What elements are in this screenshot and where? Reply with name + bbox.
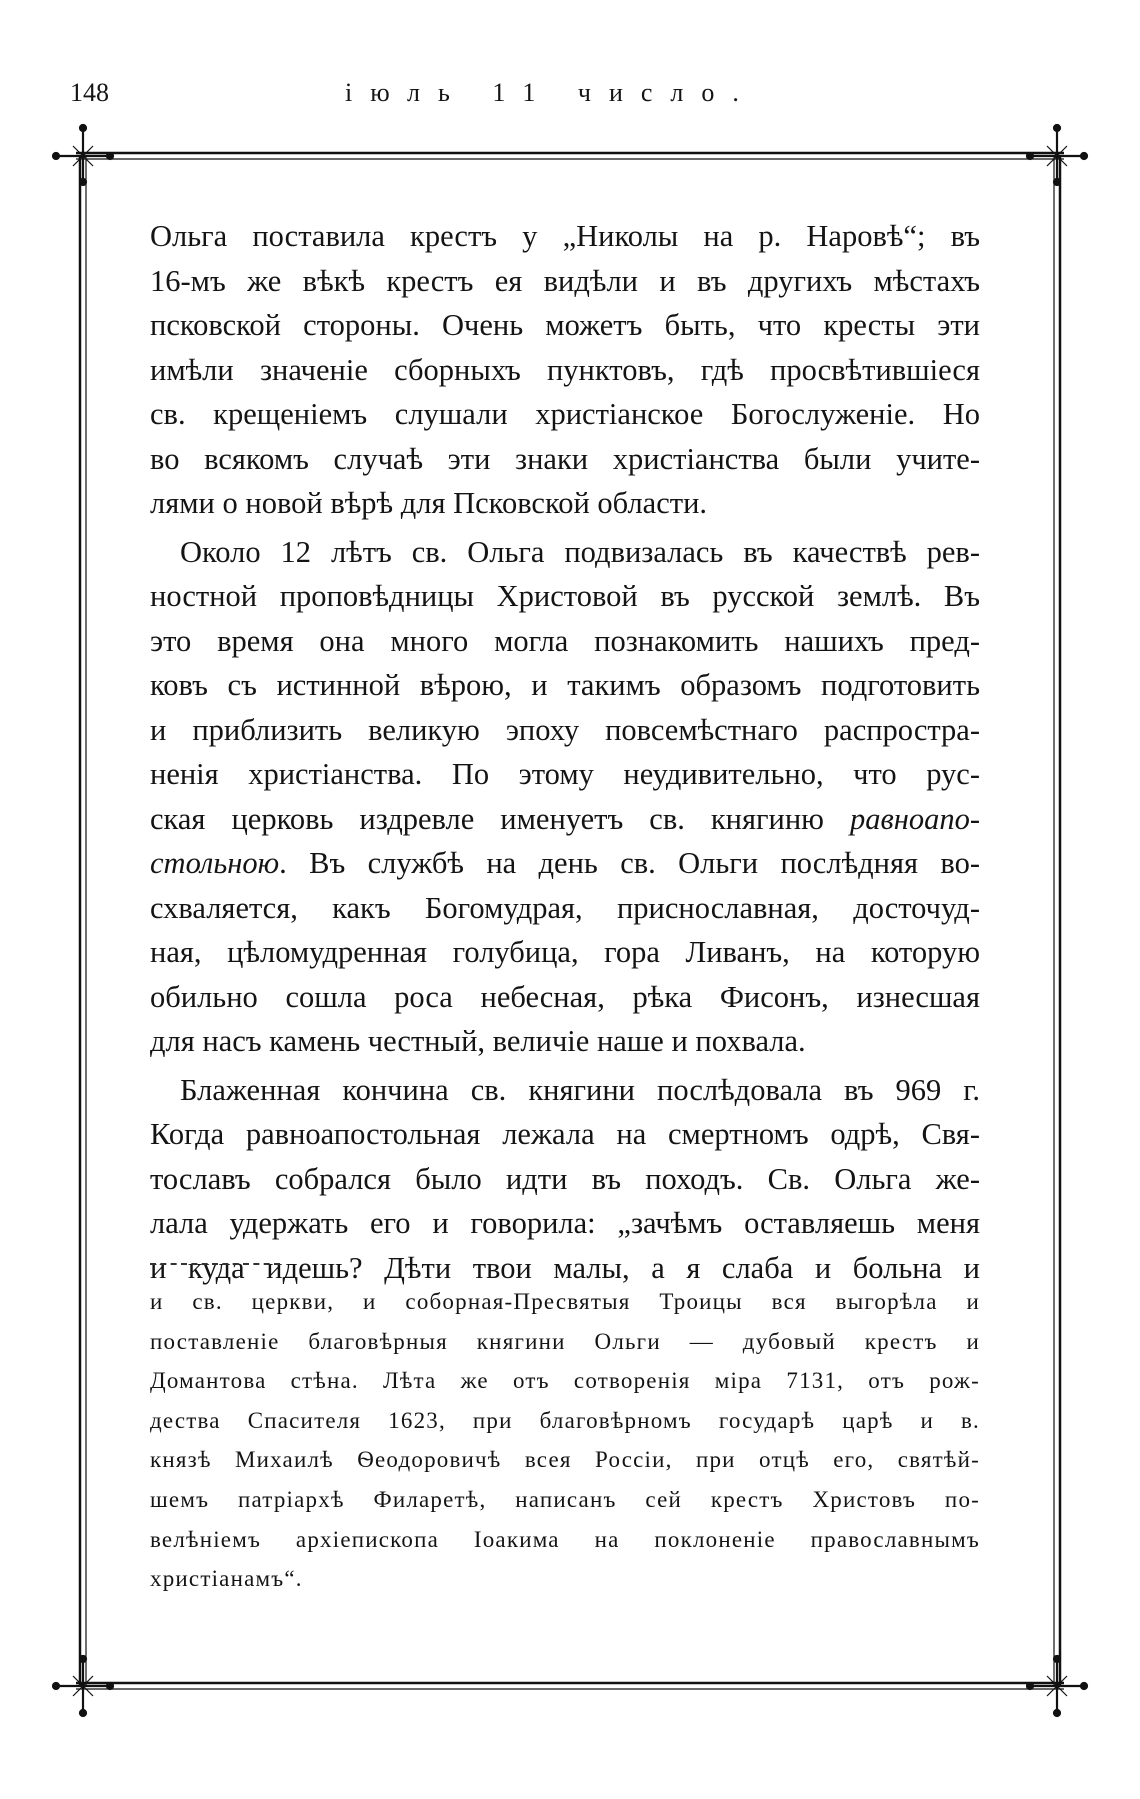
text-line: лями о новой вѣрѣ для Псковской области. bbox=[150, 486, 708, 520]
corner-cross-icon bbox=[1027, 125, 1087, 185]
text-line: во всякомъ случаѣ эти знаки христіанства были учите- bbox=[150, 441, 980, 476]
text-line: и куда идешь? Дѣти твои малы, а я слаба и больна и bbox=[150, 1250, 980, 1285]
text-segment: . Въ службѣ на день св. Ольги послѣдняя во- bbox=[279, 846, 980, 880]
text-line: ненія христіанства. По этому неудивительно, что рус- bbox=[150, 757, 980, 791]
footnote-line: велѣніемъ архіепископа Іоакима на поклоненіе православнымъ bbox=[150, 1526, 980, 1552]
text-line: св. крещеніемъ слушали христіанское Богослуженіе. Но bbox=[150, 397, 980, 431]
footnote bbox=[150, 1282, 980, 1599]
text-line: тославъ собрался было идти въ походъ. Св. Ольга же- bbox=[150, 1161, 980, 1196]
text-line: 16-мъ же вѣкѣ крестъ ея видѣли и въ другихъ мѣстахъ bbox=[150, 263, 980, 298]
text-segment: ская церковь издревле именуетъ св. княгиню bbox=[150, 801, 824, 836]
text-line: имѣли значеніе сборныхъ пунктовъ, гдѣ просвѣтившіеся bbox=[150, 352, 980, 387]
italic-term: равноапо- bbox=[849, 801, 981, 836]
text-line: схваляется, какъ Богомудрая, приснославная, досточуд- bbox=[150, 890, 980, 925]
footnote-line: шемъ патріархѣ Филаретѣ, написанъ сей крестъ Христовъ по- bbox=[150, 1486, 980, 1512]
footnote-line: Домантова стѣна. Лѣта же отъ сотворенія міра 7131, отъ рож- bbox=[150, 1368, 980, 1394]
main-text bbox=[150, 214, 980, 1290]
text-line: для насъ камень честный, величіе наше и похвала. bbox=[150, 1024, 806, 1058]
paragraph-1 bbox=[150, 214, 980, 526]
text-line: Блаженная кончина св. княгини послѣдовала въ 969 г. bbox=[180, 1072, 980, 1107]
footnote-line: поставленіе благовѣрныя княгини Ольги — дубовый крестъ и bbox=[150, 1328, 980, 1354]
running-title: іюль 11 число. bbox=[345, 78, 757, 107]
text-line: ностной проповѣдницы Христовой въ русской землѣ. Въ bbox=[150, 579, 980, 613]
text-line: обильно сошла роса небесная, рѣка Фисонъ, изнесшая bbox=[150, 979, 980, 1014]
page-number: 148 bbox=[70, 78, 109, 107]
text-line: ковъ съ истинной вѣрою, и такимъ образомъ подготовить bbox=[150, 668, 980, 702]
footnote-line: дества Спасителя 1623, при благовѣрномъ государѣ царѣ и в. bbox=[150, 1407, 980, 1433]
italic-term: стольною bbox=[150, 846, 280, 880]
corner-cross-icon bbox=[53, 125, 113, 185]
paragraph-3 bbox=[150, 1068, 980, 1291]
corner-cross-icon bbox=[1027, 1656, 1087, 1716]
text-line: и приблизить великую эпоху повсемѣстнаго распростра- bbox=[150, 712, 980, 747]
paragraph-2 bbox=[150, 530, 980, 1064]
text-line: ная, цѣломудренная голубица, гора Ливанъ, на которую bbox=[150, 935, 980, 969]
corner-cross-icon bbox=[53, 1656, 113, 1716]
footnote-line: князѣ Михаилѣ Ѳеодоровичѣ всея Россіи, при отцѣ его, святѣй- bbox=[150, 1447, 980, 1473]
footnote-line: и св. церкви, и соборная-Пресвятыя Троицы вся выгорѣла и bbox=[150, 1289, 980, 1314]
text-line: это время она много могла познакомить нашихъ пред- bbox=[150, 623, 980, 658]
footnote-line: христіанамъ“. bbox=[150, 1566, 303, 1592]
text-line: Около 12 лѣтъ св. Ольга подвизалась въ качествѣ рев- bbox=[180, 534, 980, 569]
running-head bbox=[70, 78, 1070, 118]
footnote-divider bbox=[150, 1263, 280, 1267]
text-line bbox=[150, 841, 980, 886]
text-line bbox=[150, 797, 980, 842]
text-line: Когда равноапостольная лежала на смертномъ одрѣ, Свя- bbox=[150, 1117, 980, 1151]
text-line: лала удержать его и говорила: „зачѣмъ оставляешь меня bbox=[150, 1206, 980, 1240]
text-line: Ольга поставила крестъ у „Николы на р. Наровѣ“; въ bbox=[150, 219, 980, 253]
text-line: псковской стороны. Очень можетъ быть, что кресты эти bbox=[150, 308, 980, 342]
